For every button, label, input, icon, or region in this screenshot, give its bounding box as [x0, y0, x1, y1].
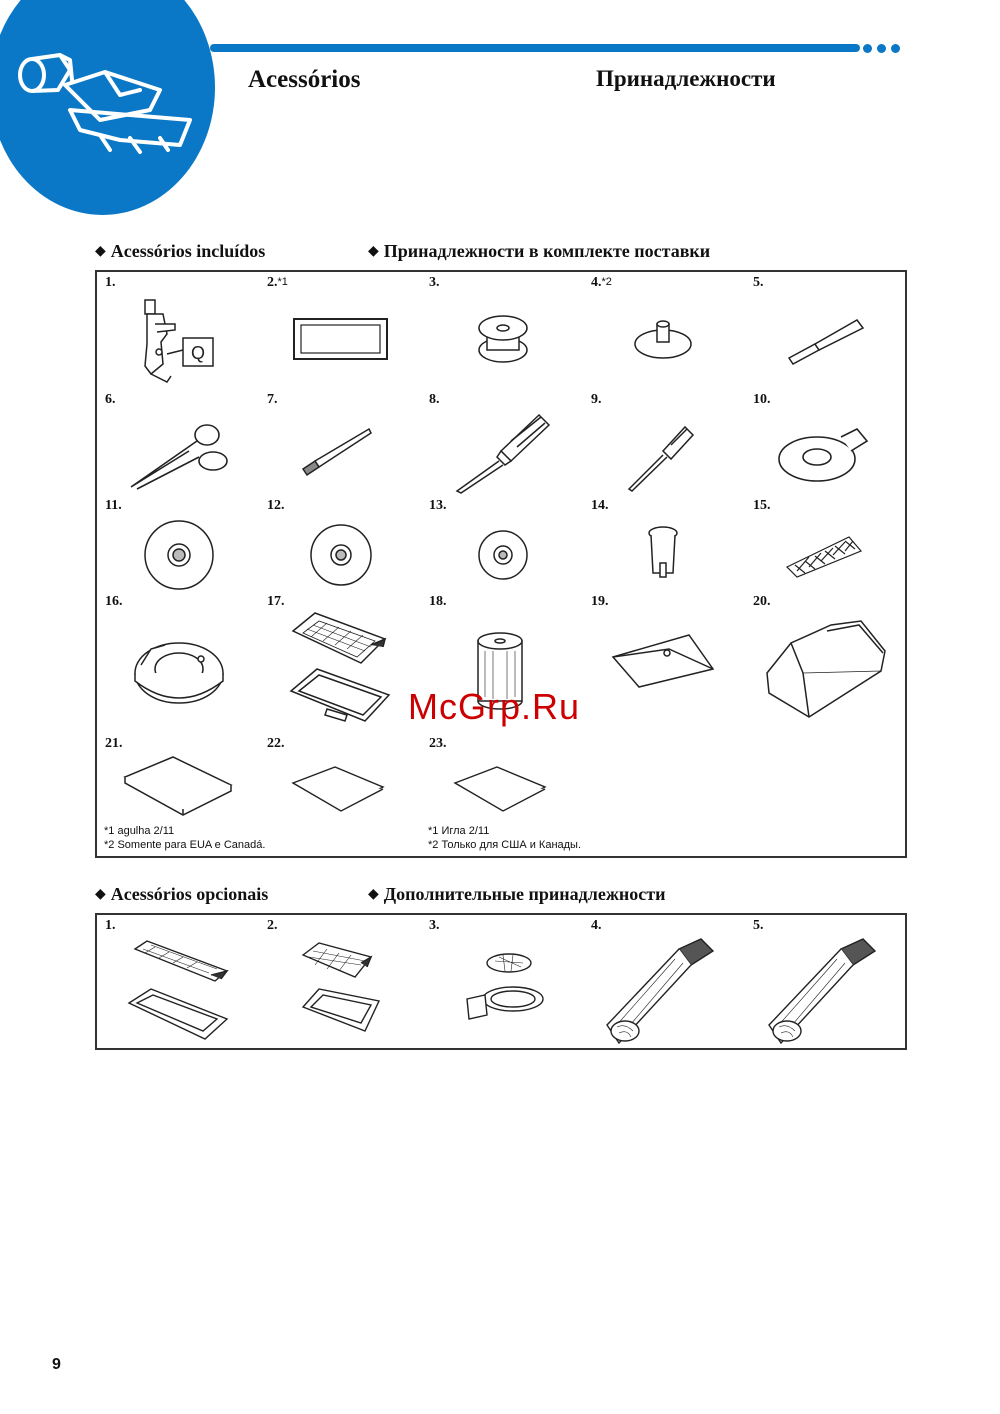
- included-item-8: 8.: [421, 389, 583, 495]
- header-dots: [863, 44, 900, 53]
- presser-foot-icon: [10, 50, 200, 160]
- included-item-21: 21.: [97, 733, 259, 858]
- included-item-7: 7.: [259, 389, 421, 495]
- scissors-icon: [127, 417, 231, 493]
- optional-heading-ru: ◆ Дополнительные принадлежности: [368, 884, 666, 904]
- optional-item-3: 3.: [421, 915, 583, 1048]
- included-item-10: 10.: [745, 389, 907, 495]
- included-item-5: 5.: [745, 272, 907, 389]
- manual-book-icon: [121, 755, 235, 821]
- optional-item-2: 2.: [259, 915, 421, 1048]
- optional-accessories-table: [95, 913, 907, 1050]
- page-title-ru: Принадлежности: [596, 66, 776, 91]
- spool-insert-icon: [645, 525, 681, 583]
- spool-net-icon: [783, 531, 867, 579]
- stabilizer-roll-icon: [767, 935, 885, 1047]
- optional-heading-pt: ◆ Acessórios opcionais: [95, 884, 269, 904]
- bobbin-icon: [473, 308, 533, 368]
- included-item-6: 6.: [97, 389, 259, 495]
- large-frame-icon: [125, 939, 229, 1045]
- included-item-17: 17.: [259, 591, 421, 733]
- spool-cap-small-icon: [477, 529, 529, 581]
- included-item-18: 18.: [421, 591, 583, 733]
- included-heading-ru: ◆ Принадлежности в комплекте поставки: [368, 241, 711, 261]
- design-guide-icon: [453, 765, 547, 815]
- notes-pt: *1 agulha 2/11 *2 Somente para EUA e Canadá.: [104, 825, 266, 851]
- included-item-20: 20.: [745, 591, 907, 733]
- screwdriver-large-icon: [451, 411, 551, 495]
- included-item-16: 16.: [97, 591, 259, 733]
- included-item-12: 12.: [259, 495, 421, 591]
- included-item-15: 15.: [745, 495, 907, 591]
- page-title-pt: Acessórios: [248, 66, 361, 93]
- notes-ru: *1 Игла 2/11 *2 Только для США и Канады.: [428, 825, 582, 851]
- included-accessories-table: [95, 270, 907, 858]
- q-badge: Q: [190, 343, 206, 363]
- quick-reference-icon: [291, 765, 385, 815]
- included-item-1: 1. Q: [97, 272, 259, 389]
- seam-ripper-icon: [785, 316, 865, 366]
- included-item-11: 11.: [97, 495, 259, 591]
- embroidery-frame-icon: [287, 611, 393, 729]
- presser-foot-q-icon: [137, 294, 217, 389]
- cleaning-brush-icon: [299, 425, 375, 477]
- page-number: 9: [52, 1356, 61, 1373]
- included-item-3: 3.: [421, 272, 583, 389]
- included-item-23: 23.: [421, 733, 583, 858]
- needle-pack-icon: [293, 318, 389, 362]
- included-item-14: 14.: [583, 495, 745, 591]
- disc-screwdriver-icon: [775, 423, 871, 485]
- included-item-2: 2.$^{*1}$: [259, 272, 421, 389]
- included-heading-pt: ◆ Acessórios incluídos: [95, 241, 266, 261]
- small-frame-icon: [461, 951, 545, 1031]
- included-item-22: 22.: [259, 733, 421, 858]
- included-item-9: 9.: [583, 389, 745, 495]
- screwdriver-small-icon: [623, 423, 699, 493]
- included-item-19: 19.: [583, 591, 745, 733]
- spool-cap-large-icon: [143, 519, 215, 591]
- optional-item-5: 5.: [745, 915, 907, 1048]
- watermark: McGrp.Ru: [408, 686, 581, 727]
- accessory-bag-icon: [609, 631, 717, 689]
- spool-cap-medium-icon: [309, 523, 373, 587]
- optional-item-1: 1.: [97, 915, 259, 1048]
- stabilizer-roll-icon: [605, 935, 723, 1047]
- dust-cover-icon: [761, 613, 891, 723]
- medium-frame-icon: [299, 941, 383, 1041]
- optional-item-4: 4.: [583, 915, 745, 1048]
- spool-cap-icon: [633, 318, 693, 362]
- header-rule: [210, 44, 860, 52]
- bobbin-case-icon: [131, 625, 227, 709]
- included-item-4: 4.$^{*2}$: [583, 272, 745, 389]
- included-item-13: 13.: [421, 495, 583, 591]
